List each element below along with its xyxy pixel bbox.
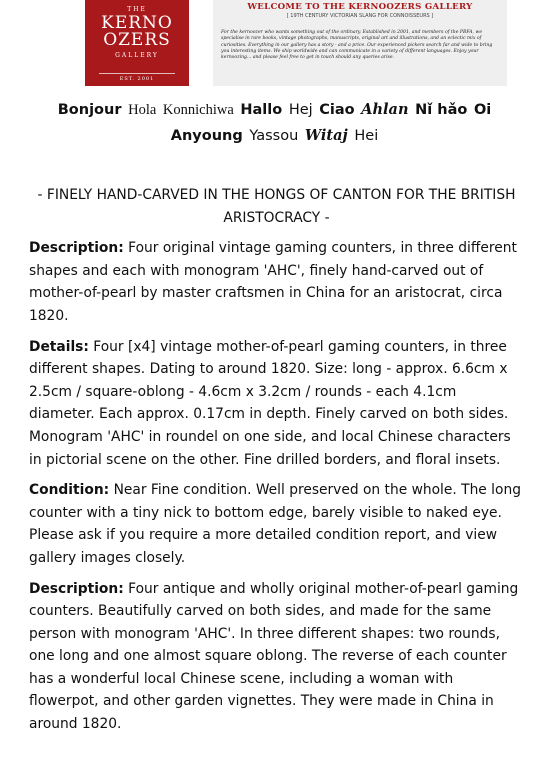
greeting: Anyoung [170, 128, 243, 144]
listing-content [29, 184, 524, 736]
banner-body: For the kernoozer who wants something out of the ordinary. Established in 2001, and members of the PBFA, we specialise in rare books, vintage photographs, manuscripts, original art and illustrations, and an eclectic mix of curiosities. Everything in our gallery has a story - and a price. Our experienced pickers search far and wide to bring you interesting items. We ship worldwide and can communicate in a variety of different languages. Enjoy your kernoozing... and please feel free to get in touch should any queries arise. [221, 30, 493, 61]
greeting: Bonjour [57, 102, 122, 118]
greeting: Yassou [249, 128, 299, 144]
banner-subtitle: [ 19TH CENTURY VICTORIAN SLANG FOR CONNOISSEURS ] [286, 13, 434, 19]
details-paragraph [29, 336, 524, 472]
listing-subtitle: - FINELY HAND-CARVED IN THE HONGS OF CANTON FOR THE BRITISH ARISTOCRACY - [37, 187, 516, 226]
paragraph-text: Near Fine condition. Well preserved on the whole. The long counter with a tiny nick to bottom edge, barely visible to naked eye. Please ask if you require a more detailed condition report, and view gallery images closely. [29, 482, 521, 566]
greeting: Ahlan [361, 101, 409, 118]
paragraph-label: Condition: [29, 482, 110, 499]
greeting: Hei [354, 128, 379, 144]
greeting: Konnichiwa [162, 102, 234, 118]
logo-divider [99, 73, 175, 74]
logo-gallery: GALLERY [115, 52, 159, 59]
logo-the: THE [127, 6, 147, 13]
header [0, 0, 549, 92]
welcome-banner [213, 0, 507, 86]
paragraph-label: Description: [29, 580, 124, 597]
paragraph-label: Description: [29, 240, 124, 257]
description-paragraph [29, 237, 524, 327]
greeting: Ciao [319, 102, 355, 118]
greeting: Nǐ hǎo [415, 102, 468, 118]
paragraph-text: Four [x4] vintage mother-of-pearl gaming counters, in three different shapes. Dating to around 1820. Size: long - approx. 6.6cm x 2.5cm / square-oblong - 4.6cm x 3.2cm / rounds - each 4.1cm diameter. Each approx. 0.17cm in depth. Finely carved on both sides. Monogram 'AHC' in roundel on one side, and local Chinese characters in pictorial scene on the other. Fine drilled borders, and floral insets. [29, 338, 511, 468]
greeting: Witaj [304, 127, 348, 144]
description-paragraph-2 [29, 578, 524, 736]
paragraph-text: Four antique and wholly original mother-of-pearl gaming counters. Beautifully carved on both sides, and made for the same person with monogram 'AHC'. In three different shapes: two rounds, one long and one almost square oblong. The reverse of each counter has a wonderful local Chinese scene, including a woman with flowerpot, and other garden vignettes. They were made in China in around 1820. [29, 580, 519, 733]
paragraph-text: Four original vintage gaming counters, in three different shapes and each with monogram 'AHC', finely hand-carved out of mother-of-pearl by master craftsmen in China for an aristocrat, circa 1820. [29, 240, 517, 324]
greeting: Oi [473, 102, 492, 118]
logo-word-ozers: OZERS [103, 30, 171, 50]
condition-paragraph [29, 479, 524, 569]
paragraph-label: Details: [29, 338, 89, 355]
logo-word-kerno: KERNO [101, 13, 173, 33]
banner-title: WELCOME TO THE KERNOOZERS GALLERY [247, 2, 473, 12]
greetings-line-2 [0, 123, 549, 149]
greeting: Hola [128, 102, 157, 118]
logo-established: EST. 2001 [119, 76, 155, 82]
greetings-line-1 [0, 97, 549, 123]
greetings [0, 97, 549, 149]
greeting: Hej [288, 102, 313, 118]
greeting: Hallo [240, 102, 283, 118]
gallery-logo[interactable] [85, 0, 189, 86]
